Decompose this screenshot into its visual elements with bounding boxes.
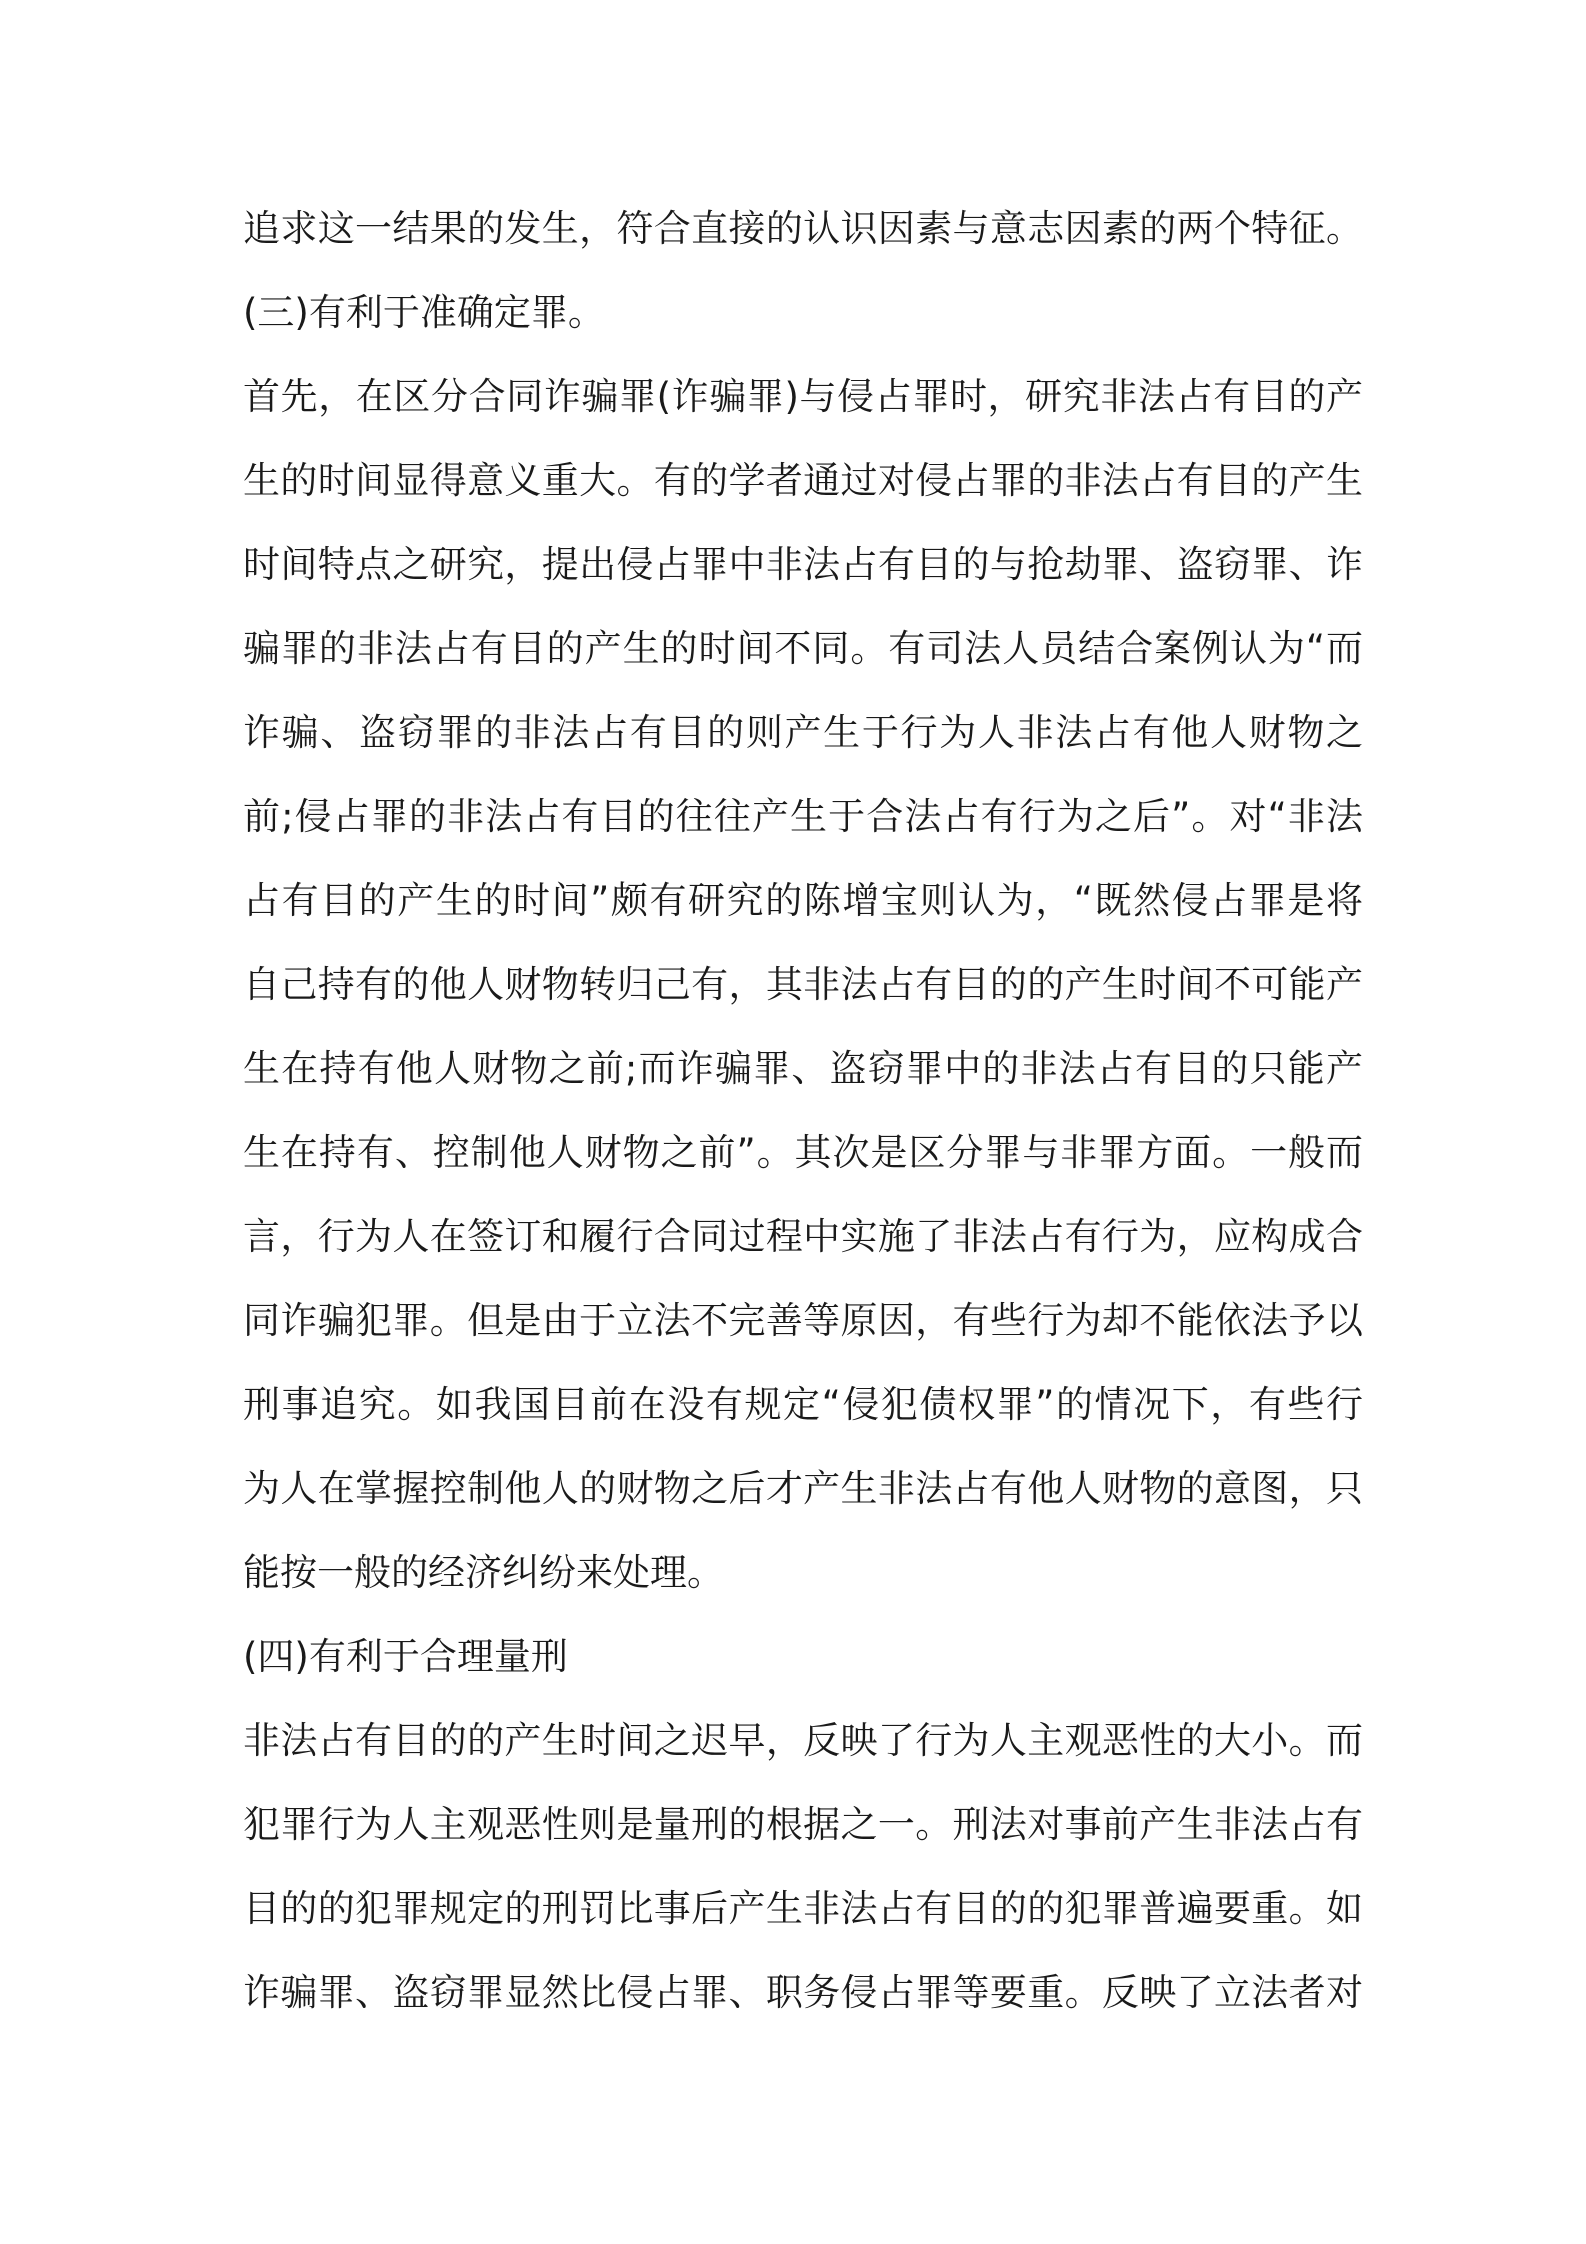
text-line: 能按一般的经济纠纷来处理。	[243, 1551, 724, 1594]
section-heading-3: (三)有利于准确定罪。	[243, 291, 605, 334]
text-line: 为人在掌握控制他人的财物之后才产生非法占有他人财物的意图，只	[243, 1467, 1363, 1510]
text-line: 生在持有他人财物之前;而诈骗罪、盗窃罪中的非法占有目的只能产	[243, 1047, 1363, 1090]
text-line: 追求这一结果的发生，符合直接的认识因素与意志因素的两个特征。	[243, 207, 1363, 250]
text-line: 骗罪的非法占有目的产生的时间不同。有司法人员结合案例认为“而	[243, 627, 1363, 670]
text-line: 刑事追究。如我国目前在没有规定“侵犯债权罪”的情况下，有些行	[243, 1383, 1363, 1426]
text-line: 言，行为人在签订和履行合同过程中实施了非法占有行为，应构成合	[243, 1215, 1363, 1258]
text-line: 时间特点之研究，提出侵占罪中非法占有目的与抢劫罪、盗窃罪、诈	[243, 543, 1363, 586]
text-line: 犯罪行为人主观恶性则是量刑的根据之一。刑法对事前产生非法占有	[243, 1803, 1363, 1846]
text-line: 目的的犯罪规定的刑罚比事后产生非法占有目的的犯罪普遍要重。如	[243, 1887, 1363, 1930]
section-heading-4: (四)有利于合理量刑	[243, 1635, 568, 1678]
text-line: 自己持有的他人财物转归己有，其非法占有目的的产生时间不可能产	[243, 963, 1363, 1006]
text-line: 非法占有目的的产生时间之迟早，反映了行为人主观恶性的大小。而	[243, 1719, 1363, 1762]
text-line: 诈骗罪、盗窃罪显然比侵占罪、职务侵占罪等要重。反映了立法者对	[243, 1971, 1363, 2014]
text-line: 前;侵占罪的非法占有目的往往产生于合法占有行为之后”。对“非法	[243, 795, 1363, 838]
text-line: 占有目的产生的时间”颇有研究的陈增宝则认为，“既然侵占罪是将	[243, 879, 1363, 922]
text-line: 诈骗、盗窃罪的非法占有目的则产生于行为人非法占有他人财物之	[243, 711, 1363, 754]
text-line: 首先，在区分合同诈骗罪(诈骗罪)与侵占罪时，研究非法占有目的产	[243, 375, 1363, 418]
text-line: 生的时间显得意义重大。有的学者通过对侵占罪的非法占有目的产生	[243, 459, 1363, 502]
text-line: 生在持有、控制他人财物之前”。其次是区分罪与非罪方面。一般而	[243, 1131, 1363, 1174]
text-line: 同诈骗犯罪。但是由于立法不完善等原因，有些行为却不能依法予以	[243, 1299, 1363, 1342]
